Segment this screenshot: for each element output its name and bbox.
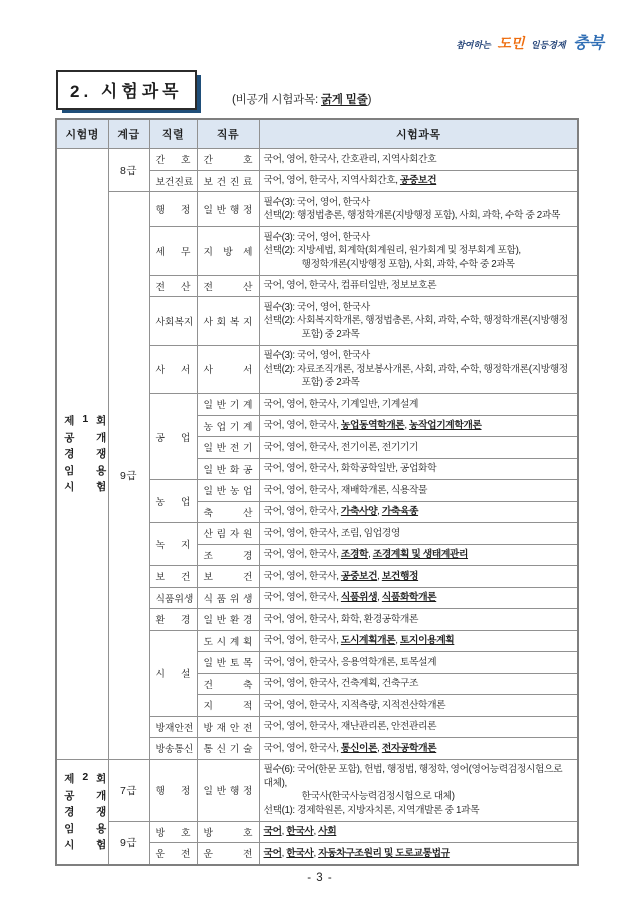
subject-line (264, 153, 574, 167)
series-cell (149, 149, 197, 171)
subjects-cell (259, 345, 578, 394)
secret-subject: 토지이용계획 (399, 635, 455, 646)
class-cell (197, 297, 259, 346)
subject-text: 국어, 영어, 한국사, (263, 592, 341, 603)
distributed-text: 일 반 환 경 (203, 615, 253, 627)
distributed-text: 통 신 기 술 (203, 744, 253, 756)
secret-subject: 가축육종 (381, 506, 419, 517)
distributed-text: 제 1 회 (64, 413, 107, 428)
subject-text: 국어, 영어, 한국사, (263, 570, 341, 582)
subject-line (264, 570, 574, 584)
subject-line (264, 790, 574, 804)
distributed-text: 일 반 행 정 (203, 205, 253, 216)
subject-text: 국어, 영어, 한국사, 화학, 환경공학개론 (263, 613, 419, 625)
subject-line (264, 548, 574, 562)
distributed-text: 건 축 (203, 679, 253, 691)
class-cell (197, 652, 259, 674)
distributed-text: 간 호 (203, 155, 253, 167)
subjects-cell (259, 566, 578, 588)
distributed-text: 도 시 계 획 (203, 636, 253, 648)
subject-text: , (377, 570, 382, 582)
subject-line (264, 301, 574, 315)
subjects-cell (259, 523, 578, 545)
subjects-cell (259, 192, 578, 227)
secret-subject: 농작업기계학개론 (409, 420, 482, 431)
subject-text: 선택(1): 경제학원론, 지방자치론, 지역개발론 중 1과목 (263, 804, 480, 816)
subjects-cell (259, 458, 578, 480)
subject-text: , (404, 420, 409, 431)
distributed-text: 운 전 (155, 849, 191, 861)
subtitle (232, 91, 371, 107)
distributed-text: 행 정 (155, 205, 191, 216)
exam-name-line (61, 788, 107, 803)
subject-text: , (395, 635, 400, 646)
subject-line (264, 763, 574, 790)
subject-line (264, 363, 574, 377)
subject-text: 국어, 영어, 한국사, 재배학개론, 식용작물 (263, 484, 428, 496)
distributed-text: 녹 지 (155, 540, 191, 551)
subjects-cell (259, 759, 578, 821)
subject-line (264, 279, 574, 293)
distributed-text: 제 2 회 (64, 771, 107, 785)
series-cell (149, 716, 197, 738)
subject-text: 필수(3): 국어, 영어, 한국사 (263, 301, 370, 313)
distributed-text: 보 건 (155, 572, 191, 584)
exam-name-line (61, 837, 107, 852)
class-cell (197, 458, 259, 480)
distributed-text: 지 적 (203, 701, 253, 713)
subject-text: , (377, 742, 382, 754)
distributed-text: 환 경 (155, 615, 191, 627)
column-header-2: 계급 (108, 119, 149, 149)
column-header-1: 시험명 (56, 119, 108, 149)
distributed-text: 지 방 세 (203, 246, 253, 258)
subject-line (264, 244, 574, 258)
table-row (56, 149, 578, 171)
subjects-cell (259, 415, 578, 437)
class-cell (197, 437, 259, 459)
distributed-text: 식 품 위 생 (155, 593, 194, 605)
distributed-text: 시 험 (64, 481, 107, 494)
subject-line (264, 419, 574, 433)
distributed-text: 일 반 농 업 (203, 486, 253, 498)
class-cell (197, 738, 259, 760)
subject-text: 필수(3): 국어, 영어, 한국사 (263, 231, 370, 243)
subject-line (264, 720, 574, 734)
table-row (56, 821, 578, 843)
exam-name-line (61, 821, 107, 836)
subject-line (264, 196, 574, 210)
class-cell (197, 149, 259, 171)
subject-line (264, 699, 574, 713)
distributed-text: 경 쟁 (64, 448, 107, 461)
class-cell (197, 227, 259, 276)
table-header-row (56, 119, 578, 149)
subject-text: 국어, 영어, 한국사, 재난관리론, 안전관리론 (263, 721, 437, 732)
column-header-5: 시험과목 (259, 119, 578, 149)
distributed-text: 사 서 (155, 365, 191, 377)
subject-text: 국어, 영어, 한국사, 화학공학일반, 공업화학 (263, 463, 437, 474)
class-cell (197, 821, 259, 843)
subjects-cell (259, 501, 578, 523)
class-cell (197, 480, 259, 502)
exam-name-line (61, 413, 107, 428)
subject-line (264, 258, 574, 272)
exam-name-line (61, 479, 107, 494)
rank-cell: 7급 (108, 759, 149, 821)
class-cell (197, 759, 259, 821)
class-cell (197, 345, 259, 394)
class-cell (197, 630, 259, 652)
series-cell (149, 821, 197, 843)
series-cell (149, 345, 197, 394)
subtitle-emphasis: 굵게 밑줄 (320, 94, 368, 106)
series-cell (149, 297, 197, 346)
subject-text: 국어, 영어, 한국사, (263, 420, 341, 431)
subjects-cell (259, 673, 578, 695)
secret-subject: 자동차구조원리 및 도로교통법규 (318, 847, 450, 859)
logo-text-part2: 도민 (497, 35, 525, 51)
subject-line (264, 847, 574, 861)
subject-line (264, 742, 574, 756)
subjects-cell (259, 821, 578, 843)
subjects-cell (259, 297, 578, 346)
series-cell (149, 523, 197, 566)
subject-text: 국어, 영어, 한국사, (263, 549, 341, 560)
subject-line (264, 462, 574, 476)
class-cell (197, 587, 259, 609)
subjects-cell (259, 738, 578, 760)
subjects-cell (259, 695, 578, 717)
distributed-text: 전 산 (203, 281, 253, 293)
distributed-text: 보 건 진 료 (155, 176, 194, 188)
subject-text: 국어, 영어, 한국사, 지역사회간호, (263, 175, 400, 186)
class-cell (197, 673, 259, 695)
distributed-text: 공 개 (64, 789, 107, 802)
class-cell (197, 170, 259, 192)
secret-subject: 한국사 (286, 847, 314, 859)
subject-text: 포함) 중 2과목 (301, 377, 360, 388)
secret-subject: 조경계획 및 생태계관리 (372, 549, 469, 560)
subject-text: 국어, 영어, 한국사, 전기이론, 전기기기 (263, 441, 419, 453)
table-row (56, 759, 578, 821)
subjects-cell (259, 544, 578, 566)
distributed-text: 행 정 (155, 786, 191, 797)
secret-subject: 통신이론 (340, 742, 378, 754)
subject-text: 국어, 영어, 한국사, 건축계획, 건축구조 (263, 678, 419, 689)
class-cell (197, 716, 259, 738)
exam-name-cell (56, 149, 108, 760)
subject-text: 국어, 영어, 한국사, (263, 506, 341, 517)
secret-subject: 식품위생 (340, 592, 378, 603)
series-cell (149, 843, 197, 865)
subject-text: , (281, 847, 287, 859)
class-cell (197, 523, 259, 545)
subtitle-prefix: (비공개 시험과목: (232, 94, 321, 106)
subjects-cell (259, 609, 578, 631)
secret-subject: 공중보건 (399, 175, 437, 186)
subject-line (264, 441, 574, 455)
secret-subject: 가축사양 (340, 506, 378, 517)
logo-text-part1: 참여하는 (456, 40, 491, 50)
subjects-cell (259, 227, 578, 276)
subject-text: 국어, 영어, 한국사, (263, 635, 341, 646)
distributed-text: 방 재 안 전 (155, 722, 194, 734)
subtitle-suffix: ) (367, 94, 372, 106)
distributed-text: 공 업 (155, 432, 191, 444)
series-cell (149, 609, 197, 631)
subject-text: 한국사(한국사능력검정시험으로 대체) (301, 791, 455, 802)
secret-subject: 보건행정 (381, 570, 419, 582)
subject-text: 필수(3): 국어, 영어, 한국사 (263, 350, 370, 361)
distributed-text: 전 산 (155, 281, 191, 293)
subjects-cell (259, 170, 578, 192)
series-cell (149, 738, 197, 760)
distributed-text: 공 개 (64, 431, 107, 444)
distributed-text: 임 용 (64, 822, 107, 835)
subject-text: 국어, 영어, 한국사, 간호관리, 지역사회간호 (263, 153, 437, 165)
distributed-text: 농 업 (155, 497, 191, 508)
series-cell (149, 227, 197, 276)
distributed-text: 시 설 (155, 669, 191, 680)
exam-name-line (61, 463, 107, 478)
subject-line (264, 527, 574, 541)
distributed-text: 세 무 (155, 246, 191, 258)
distributed-text: 사 회 복 지 (155, 316, 194, 328)
subject-line (264, 398, 574, 412)
subject-text: 국어, 영어, 한국사, (263, 742, 341, 754)
subject-text: 선택(2): 자료조직개론, 정보봉사개론, 사회, 과학, 수학, 행정학개론(지방행정 (263, 363, 568, 375)
subjects-cell (259, 587, 578, 609)
subject-line (264, 613, 574, 627)
logo-text-part3: 일등경제 (530, 40, 566, 50)
subjects-cell (259, 149, 578, 171)
column-header-4: 직류 (197, 119, 259, 149)
subject-text: , (281, 826, 287, 837)
distributed-text: 방 재 안 전 (203, 722, 253, 734)
section-title-box (56, 70, 197, 110)
subjects-cell (259, 394, 578, 416)
distributed-text: 방 호 (203, 827, 253, 839)
subject-text: , (313, 826, 319, 837)
subject-line (264, 209, 574, 223)
distributed-text: 일 반 기 계 (203, 400, 253, 412)
subject-text: 선택(2): 사회복지학개론, 행정법총론, 사회, 과학, 수학, 행정학개론(지방행정 (263, 315, 568, 326)
subject-line (264, 328, 574, 342)
secret-subject: 사회 (318, 826, 337, 837)
distributed-text: 경 쟁 (64, 806, 107, 818)
subject-line (264, 634, 574, 648)
exam-name-line (61, 771, 107, 786)
subject-text: 국어, 영어, 한국사, 컴퓨터일반, 정보보호론 (263, 280, 437, 291)
secret-subject: 국어 (263, 826, 282, 837)
subject-text: , (377, 592, 382, 603)
rank-cell: 9급 (108, 821, 149, 865)
subjects-cell (259, 275, 578, 297)
distributed-text: 식 품 위 생 (203, 593, 253, 605)
series-cell (149, 630, 197, 716)
province-logo (456, 33, 604, 55)
subject-line (264, 484, 574, 498)
class-cell (197, 275, 259, 297)
series-cell (149, 566, 197, 588)
subject-text: 선택(2): 지방세법, 회계학(회계원리, 원가회계 및 정부회계 포함), (263, 245, 521, 256)
class-cell (197, 609, 259, 631)
class-cell (197, 843, 259, 865)
distributed-text: 보 건 (203, 572, 253, 584)
distributed-text: 사 회 복 지 (203, 316, 253, 328)
subjects-cell (259, 630, 578, 652)
subject-line (264, 825, 574, 839)
distributed-text: 방 송 통 신 (155, 744, 194, 756)
distributed-text: 일 반 화 공 (203, 464, 253, 476)
series-cell (149, 759, 197, 821)
series-cell (149, 170, 197, 192)
series-cell (149, 480, 197, 523)
class-cell (197, 192, 259, 227)
exam-name-cell (56, 759, 108, 865)
distributed-text: 조 경 (203, 550, 253, 562)
distributed-text: 시 험 (64, 839, 107, 851)
distributed-text: 일 반 토 목 (203, 658, 253, 670)
subject-text: , (313, 847, 319, 859)
subject-text: 행정학개론(지방행정 포함), 사회, 과학, 수학 중 2과목 (301, 258, 515, 270)
subjects-cell (259, 843, 578, 865)
subject-text: 국어, 영어, 한국사, 응용역학개론, 토목설계 (263, 656, 437, 668)
subject-line (264, 314, 574, 328)
class-cell (197, 501, 259, 523)
exam-name-line (61, 446, 107, 461)
subject-text: 포함) 중 2과목 (301, 328, 360, 340)
class-cell (197, 566, 259, 588)
page-number: - 3 - (307, 872, 333, 884)
class-cell (197, 394, 259, 416)
distributed-text: 임 용 (64, 464, 107, 477)
subjects-cell (259, 652, 578, 674)
secret-subject: 전자공학개론 (381, 742, 437, 754)
distributed-text: 사 서 (203, 365, 253, 377)
series-cell (149, 394, 197, 480)
subject-text: 국어, 영어, 한국사, 기계일반, 기계설계 (263, 398, 419, 410)
page-title: 2. 시험과목 (70, 82, 183, 101)
subjects-cell (259, 480, 578, 502)
subject-text: 필수(6): 국어(한문 포함), 헌법, 행정법, 행정학, 영어(영어능력검정시험으로 대체), (263, 764, 563, 789)
exam-name-line (61, 430, 107, 445)
subject-text: 국어, 영어, 한국사, 조림, 임업경영 (263, 527, 400, 539)
distributed-text: 보 건 진 료 (203, 176, 253, 188)
distributed-text: 일 반 행 정 (203, 786, 253, 797)
secret-subject: 공중보건 (340, 570, 378, 582)
subject-line (264, 376, 574, 390)
subjects-cell (259, 437, 578, 459)
secret-subject: 농업동역학개론 (340, 420, 405, 431)
subjects-cell (259, 716, 578, 738)
subject-text: 필수(3): 국어, 영어, 한국사 (263, 196, 370, 208)
exam-subjects-table (55, 118, 579, 866)
subject-text: , (377, 506, 382, 517)
secret-subject: 한국사 (286, 826, 314, 837)
secret-subject: 도시계획개론 (340, 635, 396, 646)
rank-cell: 9급 (108, 192, 149, 760)
subject-line (264, 804, 574, 818)
subject-line (264, 591, 574, 605)
subject-line (264, 505, 574, 519)
distributed-text: 축 산 (203, 507, 253, 519)
logo-text-part4: 충북 (573, 35, 604, 52)
subject-text: 국어, 영어, 한국사, 지적측량, 지적전산학개론 (263, 699, 446, 711)
distributed-text: 간 호 (155, 155, 191, 167)
subject-line (264, 174, 574, 188)
column-header-3: 직렬 (149, 119, 197, 149)
subject-line (264, 677, 574, 691)
subject-text: 선택(2): 행정법총론, 행정학개론(지방행정 포함), 사회, 과학, 수학 중 2과목 (263, 210, 560, 221)
class-cell (197, 544, 259, 566)
distributed-text: 운 전 (203, 849, 253, 861)
subject-line (264, 656, 574, 670)
series-cell (149, 587, 197, 609)
class-cell (197, 695, 259, 717)
secret-subject: 국어 (263, 847, 282, 859)
series-cell (149, 192, 197, 227)
exam-name-line (61, 804, 107, 819)
secret-subject: 식품화학개론 (381, 592, 437, 603)
rank-cell: 8급 (108, 149, 149, 192)
series-cell (149, 275, 197, 297)
secret-subject: 조경학 (340, 549, 369, 560)
subject-text: , (368, 549, 373, 560)
distributed-text: 방 호 (155, 827, 191, 839)
class-cell (197, 415, 259, 437)
subject-line (264, 231, 574, 245)
distributed-text: 농 업 기 계 (203, 421, 253, 433)
distributed-text: 일 반 전 기 (203, 443, 253, 455)
distributed-text: 산 림 자 원 (203, 529, 253, 541)
subject-line (264, 349, 574, 363)
table-row (56, 192, 578, 227)
